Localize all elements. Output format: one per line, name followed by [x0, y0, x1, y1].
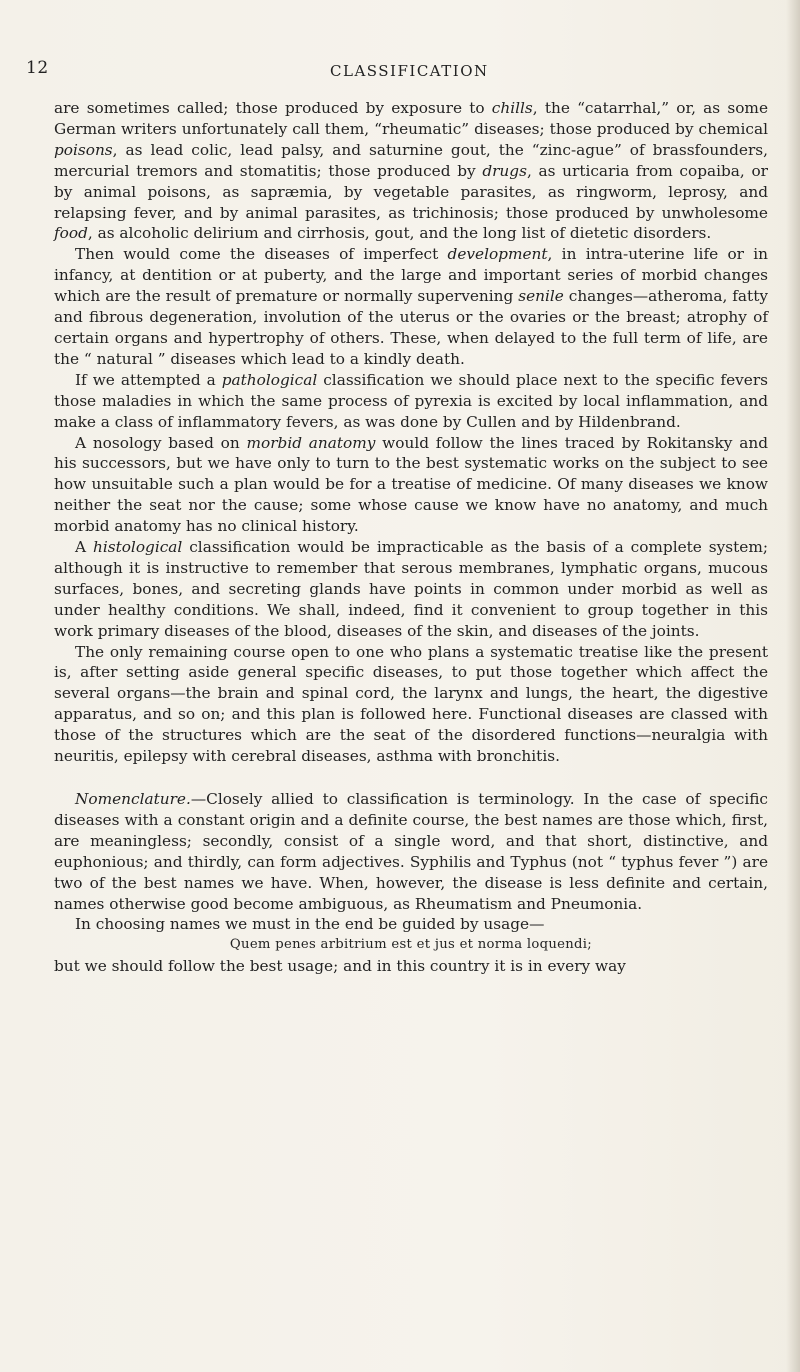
paragraph-1: are sometimes called; those produced by exposure to chills, the “catarrhal,” or, as some German writers unfortunately call them, “rheumatic” diseases; those produced by chemical poisons, as lead colic, lead palsy, and saturnine gout, the “zinc-ague” of brassfounders, mercurial tremors and stomatitis; those produced by drugs, as urticaria from copaiba, or by animal poisons, as sapræmia, by vegetable parasites, as ringworm, leprosy, and relapsing fever, and by animal parasites, as trichinosis; those produced by unwholesome food, as alcoholic delirium and cirrhosis, gout, and the long list of dietetic disorders. [54, 99, 768, 243]
paragraph-4: A nosology based on morbid anatomy would follow the lines traced by Rokitansky and his successors, but we have only to turn to the best systematic works on the subject to see how unsuitable such a plan would be for a treatise of medicine. Of many diseases we know neither the seat nor the cause; some whose cause we know have no anatomy, and much morbid anatomy has no clinical history. [54, 433, 768, 536]
paragraph-9: but we should follow the best usage; and in this country it is in every way [54, 957, 626, 976]
paragraph-8: In choosing names we must in the end be guided by usage— [75, 915, 545, 934]
paragraph-3: If we attempted a pathological classification we should place next to the specific fevers those maladies in which the same process of pyrexia is excited by local inflammation, and make a class of inflammatory fevers, as was done by Cullen and by Hildenbrand. [54, 370, 768, 431]
latin-quotation: Quem penes arbitrium est et jus et norma loquendi; [229, 937, 593, 953]
paragraph-5: A histological classification would be impracticable as the basis of a complete system; although it is instructive to remember that serous membranes, lymphatic organs, mucous surfaces, bones, and secreting glands have points in common under morbid as well as under healthy conditions. We shall, indeed, find it convenient to group together in this work primary diseases of the blood, diseases of the skin, and diseases of the joints. [54, 538, 768, 640]
page-edge-shadow [786, 0, 800, 1372]
paragraph-2: Then would come the diseases of imperfect development, in intra-uterine life or in infancy, at dentition or at puberty, and the large and important series of morbid changes which are the result of premature or normally supervening senile changes—atheroma, fatty and fibrous degeneration, involution of the uterus or the ovaries or the breast; atrophy of certain organs and hypertrophy of others. These, when delayed to the full term of life, are the “ natural ” diseases which lead to a kindly death. [54, 245, 768, 368]
page-number: 12 [26, 58, 49, 78]
paragraph-nomenclature: Nomenclature.—Closely allied to classification is terminology. In the case of specific diseases with a constant origin and a definite course, the best names are those which, first, are meaningless; secondly, consist of a single word, and that short, distinctive, and euphonious; and thirdly, can form adjectives. Syphilis and Typhus (not “ typhus fever ”) are two of the best names we have. When, however, the disease is less definite and certain, names otherwise good become ambiguous, as Rheumatism and Pneumonia. [54, 790, 768, 913]
paragraph-6: The only remaining course open to one who plans a systematic treatise like the present is, after setting aside general specific diseases, to put those together which affect the several organs—the brain and spinal cord, the larynx and lungs, the heart, the digestive apparatus, and so on; and this plan is followed here. Functional diseases are classed with those of the structures which are the seat of the disordered functions—neuralgia with neuritis, epilepsy with cerebral diseases, asthma with bronchitis. [54, 642, 768, 766]
body-text [54, 98, 768, 977]
running-head: CLASSIFICATION [330, 62, 489, 80]
